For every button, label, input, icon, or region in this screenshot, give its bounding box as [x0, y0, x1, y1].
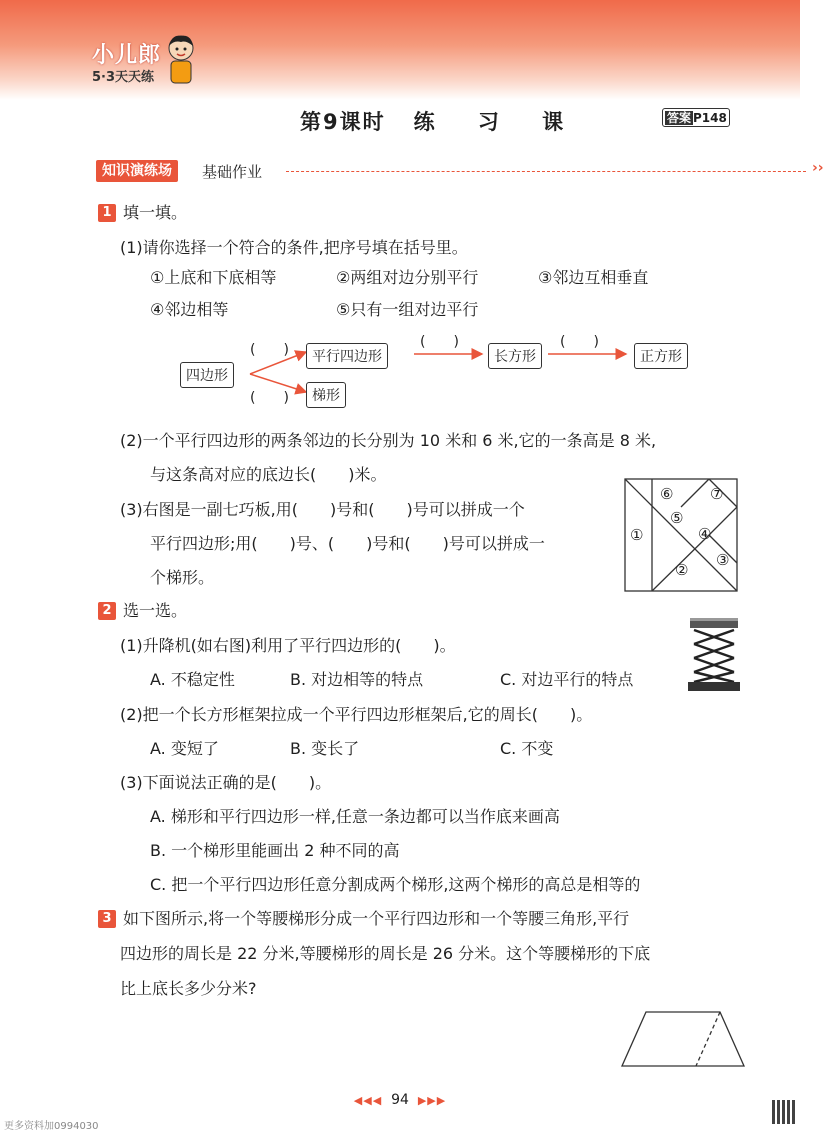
- right-arrows-icon: ▶▶▶: [417, 1094, 447, 1107]
- node-parallelogram: 平行四边形: [306, 343, 388, 369]
- q1-part3-line3: 个梯形。: [150, 568, 215, 587]
- tangram-label-7: ⑦: [710, 485, 724, 503]
- q2-part2-option-c[interactable]: C. 不变: [500, 739, 554, 758]
- tangram-label-5: ⑤: [670, 509, 684, 527]
- question-1-title: 填一填。: [123, 203, 188, 222]
- question-2-number: 2: [98, 602, 116, 620]
- answer-page: P148: [693, 111, 727, 125]
- brand-name: 小儿郎: [92, 43, 162, 68]
- q3-line3: 比上底长多少分米?: [120, 979, 257, 998]
- node-square: 正方形: [634, 343, 688, 369]
- node-quadrilateral: 四边形: [180, 362, 234, 388]
- q3-line1: 如下图所示,将一个等腰梯形分成一个平行四边形和一个等腰三角形,平行: [123, 909, 630, 928]
- q2-part3-option-c[interactable]: C. 把一个平行四边形任意分割成两个梯形,这两个梯形的高总是相等的: [150, 875, 641, 894]
- tangram-label-4: ④: [698, 525, 712, 543]
- tangram-label-1: ①: [630, 526, 644, 544]
- q2-part3-option-a[interactable]: A. 梯形和平行四边形一样,任意一条边都可以当作底来画高: [150, 807, 560, 826]
- blank-to-parallelogram[interactable]: ( ): [250, 342, 289, 358]
- q2-part1-text: (1)升降机(如右图)利用了平行四边形的( )。: [120, 636, 456, 655]
- section-subtitle: 基础作业: [202, 163, 263, 181]
- lesson-number: 第9课时: [300, 110, 386, 134]
- q3-line2: 四边形的周长是 22 分米,等腰梯形的周长是 26 分米。这个等腰梯形的下底: [120, 944, 651, 963]
- q2-part1-option-b[interactable]: B. 对边相等的特点: [290, 670, 424, 689]
- mascot-icon: [164, 34, 198, 86]
- blank-to-rectangle[interactable]: ( ): [420, 334, 459, 350]
- q1-option-2: ②两组对边分别平行: [336, 268, 479, 287]
- footer-note: 更多资料加0994030: [4, 1121, 99, 1132]
- q1-part1-text: (1)请你选择一个符合的条件,把序号填在括号里。: [120, 238, 468, 257]
- qr-code-icon: [772, 1100, 796, 1124]
- q2-part1-option-c[interactable]: C. 对边平行的特点: [500, 670, 634, 689]
- q1-option-4: ④邻边相等: [150, 300, 229, 319]
- question-3-number: 3: [98, 910, 116, 928]
- node-rectangle: 长方形: [488, 343, 542, 369]
- q1-part3-line1: (3)右图是一副七巧板,用( )号和( )号可以拼成一个: [120, 500, 525, 519]
- section-tag: 知识演练场: [96, 160, 178, 182]
- q1-part2-line2: 与这条高对应的底边长( )米。: [150, 465, 387, 484]
- tangram-label-3: ③: [716, 551, 730, 569]
- isosceles-trapezoid-figure: [620, 1008, 746, 1070]
- tangram-label-6: ⑥: [660, 485, 674, 503]
- question-2-title: 选一选。: [123, 601, 188, 620]
- q2-part2-text: (2)把一个长方形框架拉成一个平行四边形框架后,它的周长( )。: [120, 705, 593, 724]
- lesson-title: [300, 106, 581, 136]
- scissor-lift-image: [686, 618, 742, 692]
- q2-part3-text: (3)下面说法正确的是( )。: [120, 773, 332, 792]
- q2-part2-option-a[interactable]: A. 变短了: [150, 739, 219, 758]
- node-trapezoid: 梯形: [306, 382, 346, 408]
- left-arrows-icon: ◀◀◀: [353, 1094, 383, 1107]
- page-footer: [0, 1092, 800, 1108]
- answer-label: 答案: [667, 111, 692, 125]
- q1-option-5: ⑤只有一组对边平行: [336, 300, 479, 319]
- question-1-number: 1: [98, 204, 116, 222]
- q1-option-3: ③邻边互相垂直: [538, 268, 649, 287]
- q1-option-1: ①上底和下底相等: [150, 268, 277, 287]
- tangram-label-2: ②: [675, 561, 689, 579]
- q2-part1-option-a[interactable]: A. 不稳定性: [150, 670, 235, 689]
- blank-to-trapezoid[interactable]: ( ): [250, 390, 289, 406]
- q2-part3-option-b[interactable]: B. 一个梯形里能画出 2 种不同的高: [150, 841, 400, 860]
- blank-to-square[interactable]: ( ): [560, 334, 599, 350]
- page-number: 94: [391, 1092, 409, 1108]
- q1-part2-line1: (2)一个平行四边形的两条邻边的长分别为 10 米和 6 米,它的一条高是 8 米,: [120, 431, 657, 450]
- brand-sub: 5·3天天练: [92, 70, 155, 85]
- lesson-name: 练 习 课: [413, 110, 582, 134]
- section-divider: [286, 171, 806, 172]
- answer-reference: [662, 108, 730, 127]
- q1-part3-line2: 平行四边形;用( )号、( )号和( )号可以拼成一: [150, 534, 545, 553]
- q2-part2-option-b[interactable]: B. 变长了: [290, 739, 360, 758]
- section-bar: [96, 160, 824, 184]
- chevron-right-icon: ››: [812, 160, 824, 176]
